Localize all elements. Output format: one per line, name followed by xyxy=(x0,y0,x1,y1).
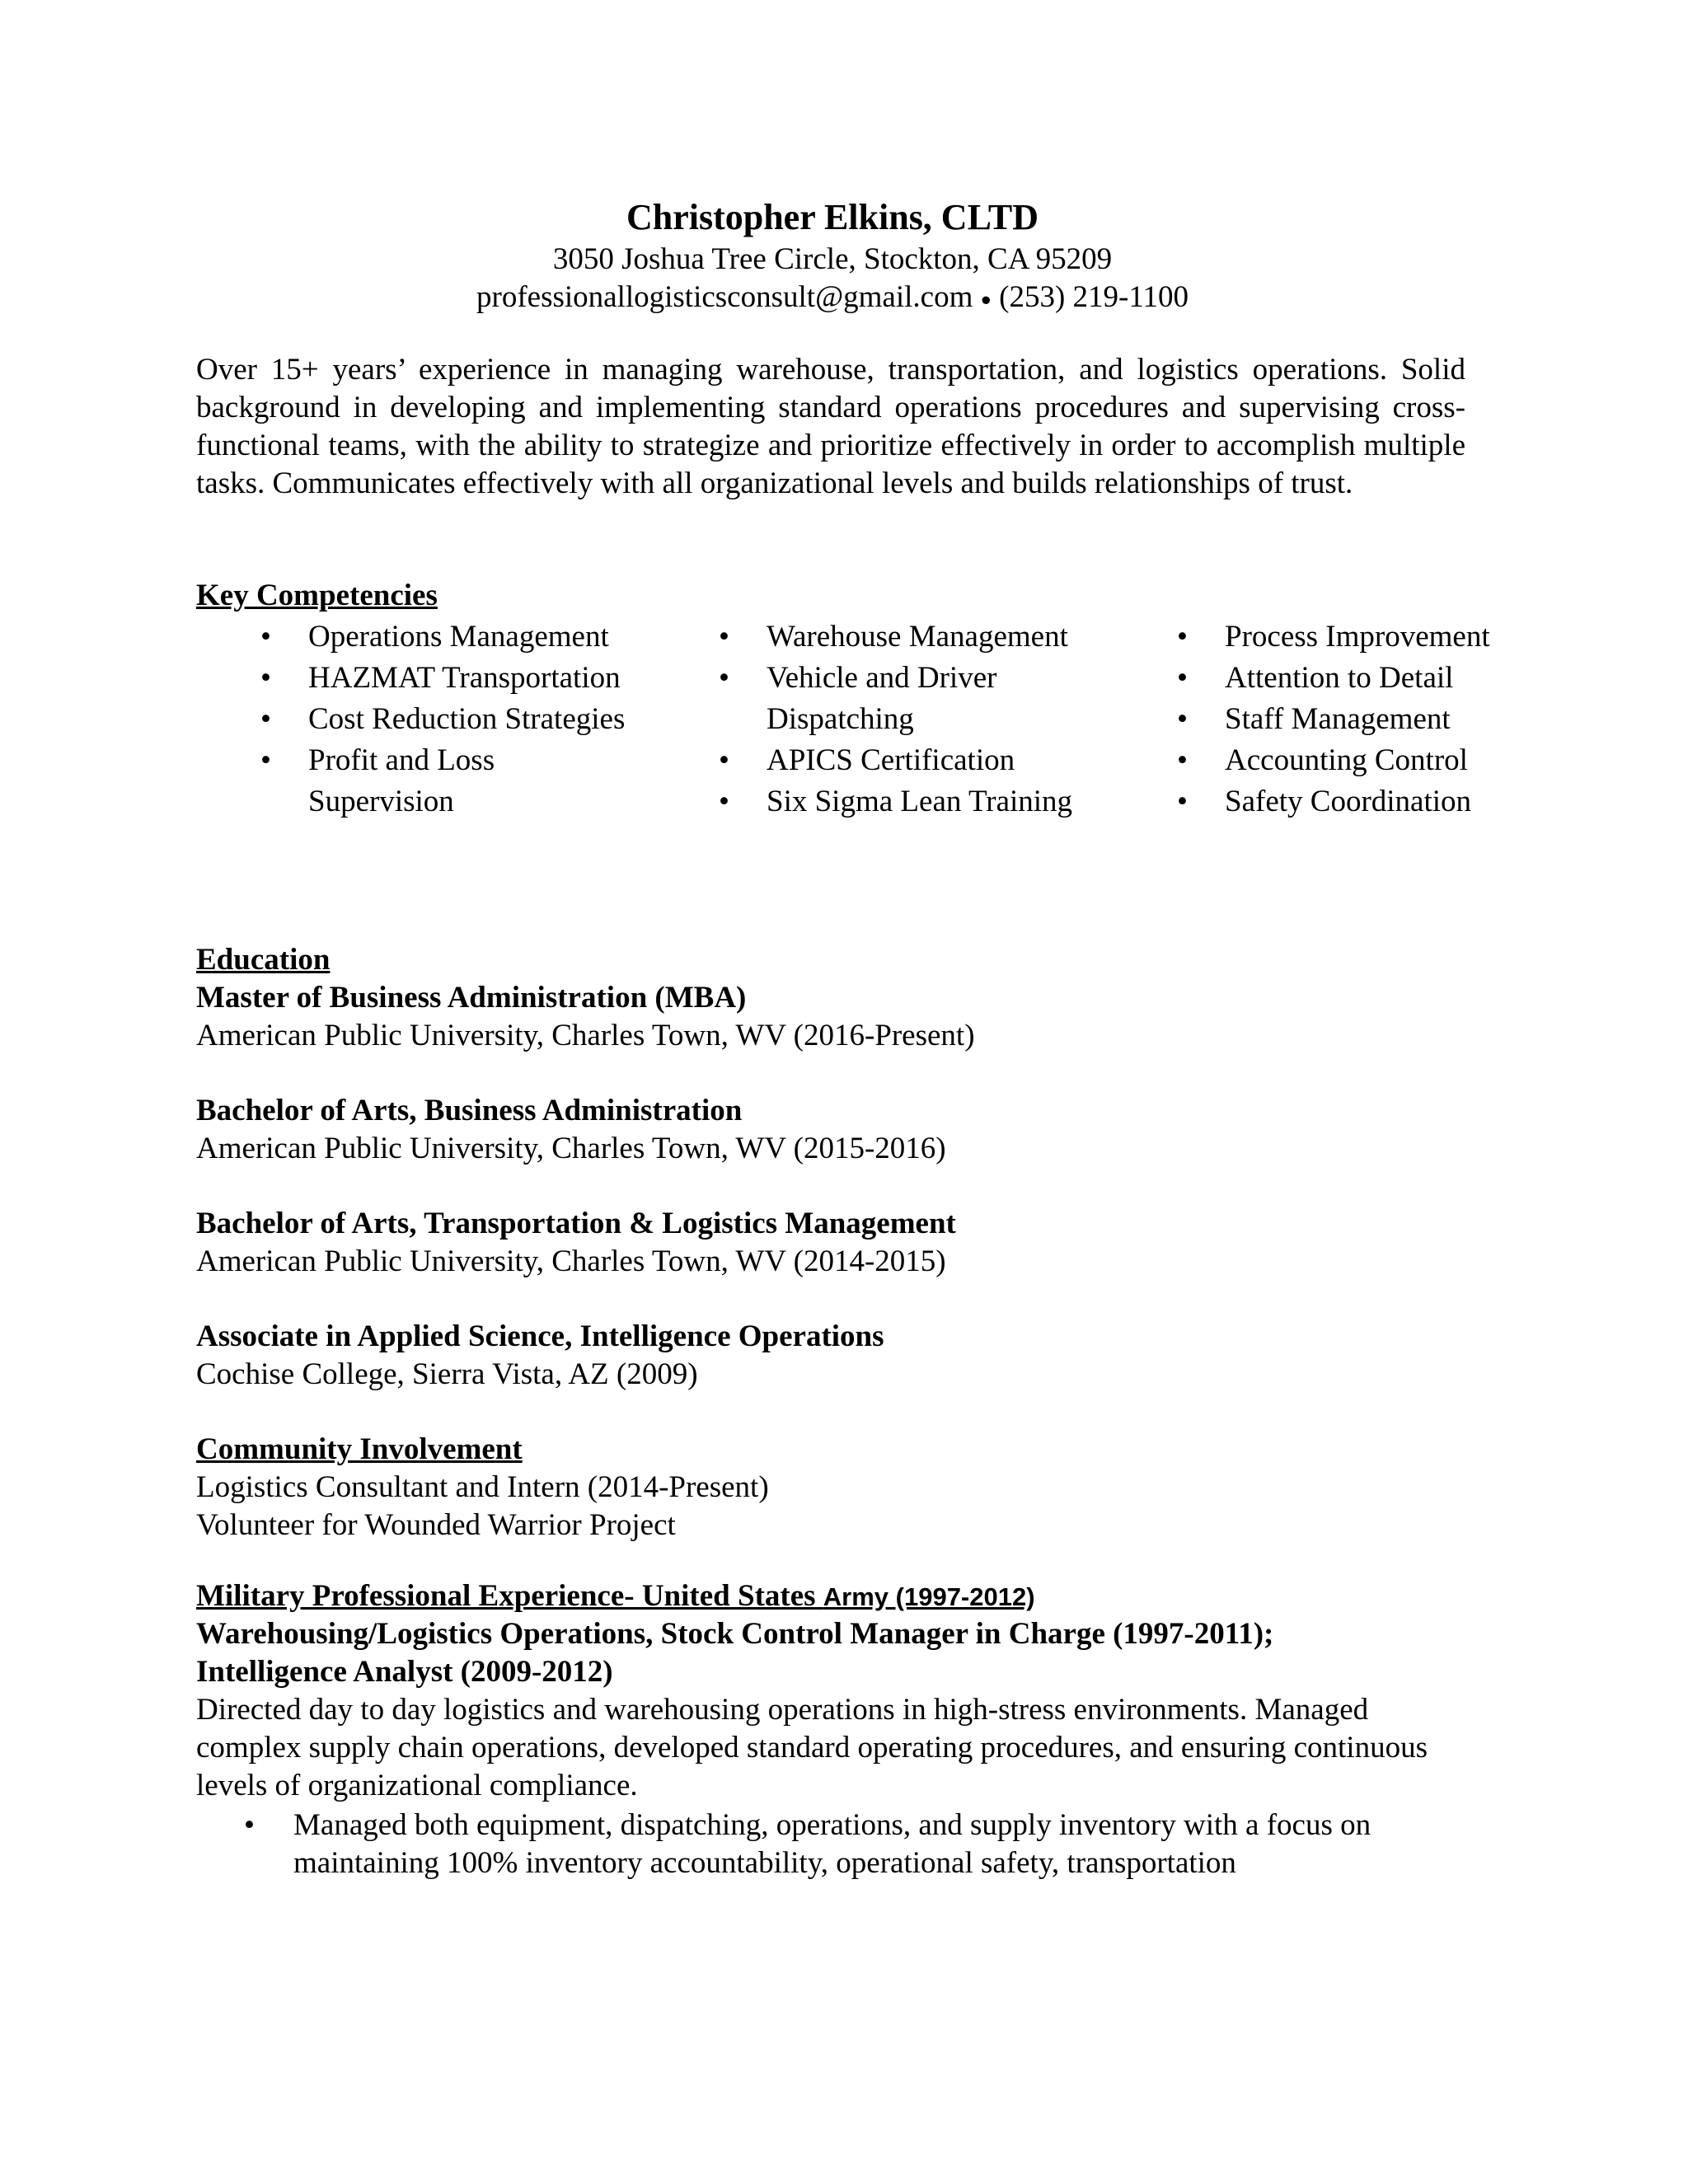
degree-school: American Public University, Charles Town, WV (2016-Present) xyxy=(196,1019,975,1052)
education-heading: Education xyxy=(196,943,331,977)
competencies-heading: Key Competencies xyxy=(196,579,438,612)
military-bullets xyxy=(244,1807,1464,1882)
separator-dot: ● xyxy=(980,288,992,310)
list-item: • Accounting Control xyxy=(1177,743,1468,777)
community-heading: Community Involvement xyxy=(196,1432,523,1466)
list-item: • Attention to Detail xyxy=(1177,661,1454,695)
list-item: • Vehicle and Driver Dispatching xyxy=(719,661,997,736)
degree-title: Bachelor of Arts, Business Administration xyxy=(196,1094,743,1127)
competencies-column-3 xyxy=(1177,616,1639,823)
degree-title: Associate in Applied Science, Intelligence Operations xyxy=(196,1319,884,1353)
list-item: • Operations Management xyxy=(260,620,609,654)
summary-paragraph: Over 15+ years’ experience in managing warehouse, transportation, and logistics operations. Solid background in developing and implementing standard operations procedures and supervising cross-functional teams, with the ability to strategize and prioritize effectively in order to accomplish multiple tasks. Communicates effectively with all organizational levels and builds relationships of trust. xyxy=(196,353,1465,500)
list-item: • Profit and Loss Supervision xyxy=(260,743,495,818)
military-heading: Military Professional Experience- United States Army (1997-2012) xyxy=(196,1579,1035,1613)
list-item: • Safety Coordination xyxy=(1177,785,1472,818)
candidate-name: Christopher Elkins, CLTD xyxy=(626,197,1039,237)
degree-school: American Public University, Charles Town, WV (2015-2016) xyxy=(196,1132,946,1165)
list-item: • APICS Certification xyxy=(719,743,1015,777)
list-item: • Process Improvement xyxy=(1177,620,1490,654)
contact-line xyxy=(0,279,1665,319)
competencies-column-2 xyxy=(719,616,1123,823)
list-item: • Cost Reduction Strategies xyxy=(260,702,626,736)
list-item: • Warehouse Management xyxy=(719,620,1068,654)
phone-number: (253) 219-1100 xyxy=(999,280,1189,314)
competencies-column-1 xyxy=(260,616,648,823)
community-item: Volunteer for Wounded Warrior Project xyxy=(196,1508,676,1542)
job-title-line: Intelligence Analyst (2009-2012) xyxy=(196,1655,613,1689)
list-item: • HAZMAT Transportation xyxy=(260,661,621,695)
list-item: • Staff Management xyxy=(1177,702,1451,736)
degree-title: Bachelor of Arts, Transportation & Logistics Management xyxy=(196,1207,956,1240)
degree-school: Cochise College, Sierra Vista, AZ (2009) xyxy=(196,1357,698,1391)
military-job-titles xyxy=(196,1615,1482,1691)
job-title-line: Warehousing/Logistics Operations, Stock Control Manager in Charge (1997-2011); xyxy=(196,1617,1274,1651)
email-link[interactable]: professionallogisticsconsult@gmail.com xyxy=(476,280,973,314)
list-item: • Managed both equipment, dispatching, operations, and supply inventory with a focus on maintaining 100% inventory accountability, operational safety, transportation xyxy=(244,1808,1372,1880)
community-item: Logistics Consultant and Intern (2014-Present) xyxy=(196,1470,769,1504)
degree-title: Master of Business Administration (MBA) xyxy=(196,981,747,1015)
degree-school: American Public University, Charles Town, WV (2014-2015) xyxy=(196,1244,946,1278)
military-description: Directed day to day logistics and warehousing operations in high-stress environments. Managed complex supply chain operations, developed standard operating procedures, and ensuring continuous levels of organizational compliance. xyxy=(196,1693,1428,1802)
list-item: • Six Sigma Lean Training xyxy=(719,785,1073,818)
address-line: 3050 Joshua Tree Circle, Stockton, CA 95209 xyxy=(552,242,1113,276)
